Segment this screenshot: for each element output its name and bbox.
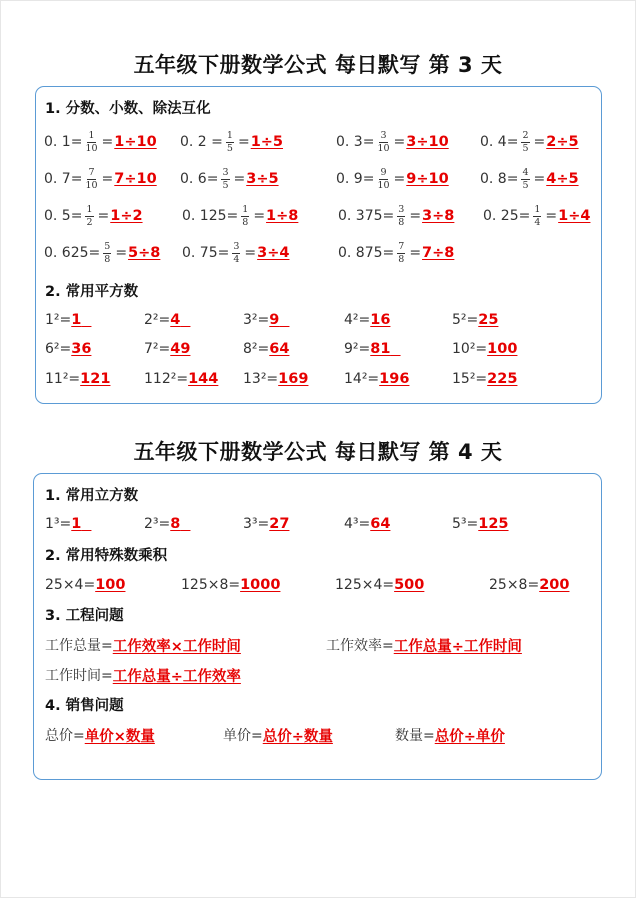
- fraction-item: 0. 1= $\frac{1}{10}$ = 1÷10: [44, 129, 157, 154]
- fraction-item: 0. 6= $\frac{3}{5}$ = 3÷5: [180, 166, 279, 191]
- denominator: 5: [222, 179, 229, 191]
- numerator: 5: [104, 240, 111, 252]
- answer: 1000: [240, 577, 281, 593]
- numerator: 4: [522, 166, 529, 178]
- denominator: 8: [398, 253, 405, 265]
- answer: 1÷8: [266, 208, 299, 224]
- answer: 4÷5: [546, 171, 579, 187]
- answer: 单价×数量: [84, 728, 155, 745]
- numerator: 3: [398, 203, 405, 215]
- formula-item: 总价= 单价×数量: [45, 723, 155, 747]
- square-item: 3²= 9: [243, 308, 289, 332]
- formula-item: 数量= 总价÷单价: [395, 723, 505, 747]
- answer: 81: [370, 341, 391, 357]
- decimal: 0. 125=: [182, 208, 239, 224]
- answer: 7÷10: [114, 171, 157, 187]
- day4-title: 五年级下册数学公式 每日默写 第 4 天: [133, 440, 503, 464]
- fraction: [521, 131, 529, 154]
- numerator: 1: [242, 203, 249, 215]
- product-item: 25×8= 200: [489, 577, 570, 593]
- fraction-item: 0. 4= $\frac{2}{5}$ = 2÷5: [480, 129, 579, 154]
- decimal: 0. 875=: [338, 245, 395, 261]
- answer: 64: [269, 341, 290, 357]
- day4-box: [33, 473, 602, 780]
- answer: 36: [71, 341, 92, 357]
- denominator: 10: [377, 179, 390, 191]
- denominator: 10: [377, 142, 390, 154]
- answer: 总价÷数量: [262, 728, 333, 745]
- square-item: 4²= 16: [344, 312, 391, 328]
- answer: 1÷5: [250, 134, 284, 150]
- answer: 工作效率×工作时间: [112, 638, 241, 655]
- answer: 总价÷单价: [434, 728, 505, 745]
- square-item: 8²= 64: [243, 341, 290, 357]
- answer: 9÷10: [406, 171, 449, 187]
- fraction: [226, 131, 234, 154]
- fraction-row-3: [36, 204, 601, 228]
- square-row-2: [36, 337, 601, 361]
- engineering-row-1: [34, 633, 601, 657]
- fraction: [533, 205, 541, 228]
- square-item: 13²= 169: [243, 371, 309, 387]
- square-row-3: [36, 367, 601, 391]
- decimal: 0. 75=: [182, 245, 230, 261]
- denominator: 5: [522, 142, 529, 154]
- answer: 3÷4: [257, 245, 290, 261]
- numerator: 7: [398, 240, 405, 252]
- answer: 16: [370, 312, 391, 328]
- answer: 121: [80, 371, 111, 387]
- square-item: 1²= 1: [45, 308, 91, 332]
- answer: 225: [487, 371, 518, 387]
- product-item: 125×4= 500: [335, 577, 425, 593]
- fraction: [232, 242, 240, 265]
- numerator: 1: [534, 203, 541, 215]
- answer: 125: [478, 516, 509, 532]
- day4-sec4-title: 4. 销售问题: [45, 698, 124, 714]
- fraction: [377, 131, 389, 154]
- answer: 169: [278, 371, 309, 387]
- decimal: 0. 1=: [44, 134, 83, 150]
- day3-box: [35, 86, 602, 404]
- cube-item: 1³= 1: [45, 512, 91, 536]
- answer: 1÷4: [558, 208, 591, 224]
- fraction-item: 0. 7= $\frac{7}{10}$ = 7÷10: [44, 166, 157, 191]
- product-item: 125×8= 1000: [181, 577, 281, 593]
- numerator: 1: [86, 203, 93, 215]
- square-item: 14²= 196: [344, 371, 410, 387]
- decimal: 0. 7=: [44, 171, 83, 187]
- answer: 5÷8: [128, 245, 161, 261]
- day3-sec2-title: 2. 常用平方数: [45, 284, 139, 300]
- denominator: 4: [233, 253, 240, 265]
- cube-row: [34, 512, 601, 536]
- decimal: 0. 5=: [44, 208, 83, 224]
- answer: 1: [71, 516, 82, 532]
- answer: 工作总量÷工作效率: [112, 668, 241, 685]
- denominator: 10: [85, 142, 98, 154]
- day4-sec3-title: 3. 工程问题: [45, 608, 124, 624]
- denominator: 4: [534, 216, 541, 228]
- answer: 1÷2: [110, 208, 143, 224]
- cube-item: 4³= 64: [344, 516, 391, 532]
- decimal: 0. 4=: [480, 134, 519, 150]
- fraction-item: 0. 375= $\frac{3}{8}$ = 3÷8: [338, 203, 455, 228]
- numerator: 2: [522, 129, 529, 141]
- denominator: 5: [522, 179, 529, 191]
- square-item: 11²= 121: [45, 371, 111, 387]
- fraction: [377, 168, 389, 191]
- cube-item: 5³= 125: [452, 516, 509, 532]
- numerator: 3: [380, 129, 387, 141]
- square-item: 5²= 25: [452, 312, 499, 328]
- numerator: 1: [226, 129, 233, 141]
- answer: 144: [188, 371, 219, 387]
- denominator: 5: [226, 142, 233, 154]
- numerator: 3: [222, 166, 229, 178]
- day4-sec2-title: 2. 常用特殊数乘积: [45, 548, 168, 564]
- formula-item: 工作总量= 工作效率×工作时间: [45, 633, 241, 657]
- denominator: 2: [86, 216, 93, 228]
- square-item: 112²= 144: [144, 371, 219, 387]
- answer: 1÷10: [114, 134, 157, 150]
- answer: 200: [539, 577, 570, 593]
- fraction-item: 0. 125= $\frac{1}{8}$ = 1÷8: [182, 203, 299, 228]
- answer: 500: [394, 577, 425, 593]
- answer: 100: [487, 341, 518, 357]
- sales-row: [34, 723, 601, 747]
- fraction-row-1: [36, 130, 601, 154]
- decimal: 0. 8=: [480, 171, 519, 187]
- product-row: [34, 573, 601, 597]
- decimal: 0. 9=: [336, 171, 375, 187]
- fraction-item: 0. 875= $\frac{7}{8}$ = 7÷8: [338, 240, 455, 265]
- decimal: 0. 375=: [338, 208, 395, 224]
- day3-title: 五年级下册数学公式 每日默写 第 3 天: [133, 53, 503, 77]
- decimal: 0. 2 =: [180, 134, 223, 150]
- square-item: 9²= 81: [344, 337, 401, 361]
- square-item: 6²= 36: [45, 341, 92, 357]
- fraction: [85, 205, 93, 228]
- fraction-item: 0. 625= $\frac{5}{8}$ = 5÷8: [44, 240, 161, 265]
- square-item: 15²= 225: [452, 371, 518, 387]
- numerator: 9: [380, 166, 387, 178]
- day3-sec1-title: 1. 分数、小数、除法互化: [45, 101, 211, 117]
- denominator: 8: [398, 216, 405, 228]
- fraction-item: 0. 25= $\frac{1}{4}$ = 1÷4: [483, 203, 591, 228]
- square-item: 10²= 100: [452, 341, 518, 357]
- decimal: 0. 25=: [483, 208, 531, 224]
- fraction-item: 0. 9= $\frac{9}{10}$ = 9÷10: [336, 166, 449, 191]
- fraction-item: 0. 5= $\frac{1}{2}$ = 1÷2: [44, 203, 143, 228]
- denominator: 8: [104, 253, 111, 265]
- fraction: [103, 242, 111, 265]
- square-item: 7²= 49: [144, 341, 191, 357]
- denominator: 10: [85, 179, 98, 191]
- formula-item: 单价= 总价÷数量: [223, 723, 333, 747]
- fraction-item: 0. 2 = $\frac{1}{5}$ = 1÷5: [180, 129, 284, 154]
- fraction-item: 0. 3= $\frac{3}{10}$ = 3÷10: [336, 129, 449, 154]
- answer: 100: [95, 577, 126, 593]
- fraction: [397, 205, 405, 228]
- day4-sec1-title: 1. 常用立方数: [45, 488, 139, 504]
- answer: 3÷10: [406, 134, 449, 150]
- fraction: [85, 168, 97, 191]
- square-item: 2²= 4: [144, 308, 190, 332]
- answer: 49: [170, 341, 191, 357]
- fraction: [397, 242, 405, 265]
- answer: 25: [478, 312, 499, 328]
- answer: 1: [71, 312, 82, 328]
- answer: 8: [170, 516, 181, 532]
- fraction: [521, 168, 529, 191]
- fraction: [241, 205, 249, 228]
- formula-item: 工作效率= 工作总量÷工作时间: [326, 633, 522, 657]
- denominator: 8: [242, 216, 249, 228]
- numerator: 1: [88, 129, 95, 141]
- fraction-row-2: [36, 167, 601, 191]
- answer: 2÷5: [546, 134, 579, 150]
- answer: 3÷5: [246, 171, 279, 187]
- decimal: 0. 6=: [180, 171, 219, 187]
- numerator: 3: [233, 240, 240, 252]
- fraction: [85, 131, 97, 154]
- cube-item: 3³= 27: [243, 516, 290, 532]
- answer: 196: [379, 371, 410, 387]
- answer: 工作总量÷工作时间: [393, 638, 522, 655]
- cube-item: 2³= 8: [144, 512, 190, 536]
- answer: 3÷8: [422, 208, 455, 224]
- answer: 4: [170, 312, 181, 328]
- engineering-row-2: [34, 663, 601, 687]
- answer: 9: [269, 312, 280, 328]
- formula-item: 工作时间= 工作总量÷工作效率: [45, 663, 241, 687]
- decimal: 0. 3=: [336, 134, 375, 150]
- square-row-1: [36, 308, 601, 332]
- product-item: 25×4= 100: [45, 577, 126, 593]
- fraction-row-4: [36, 241, 601, 265]
- fraction-item: 0. 75= $\frac{3}{4}$ = 3÷4: [182, 240, 290, 265]
- answer: 64: [370, 516, 391, 532]
- answer: 7÷8: [422, 245, 455, 261]
- fraction: [221, 168, 229, 191]
- answer: 27: [269, 516, 290, 532]
- decimal: 0. 625=: [44, 245, 101, 261]
- fraction-item: 0. 8= $\frac{4}{5}$ = 4÷5: [480, 166, 579, 191]
- numerator: 7: [88, 166, 95, 178]
